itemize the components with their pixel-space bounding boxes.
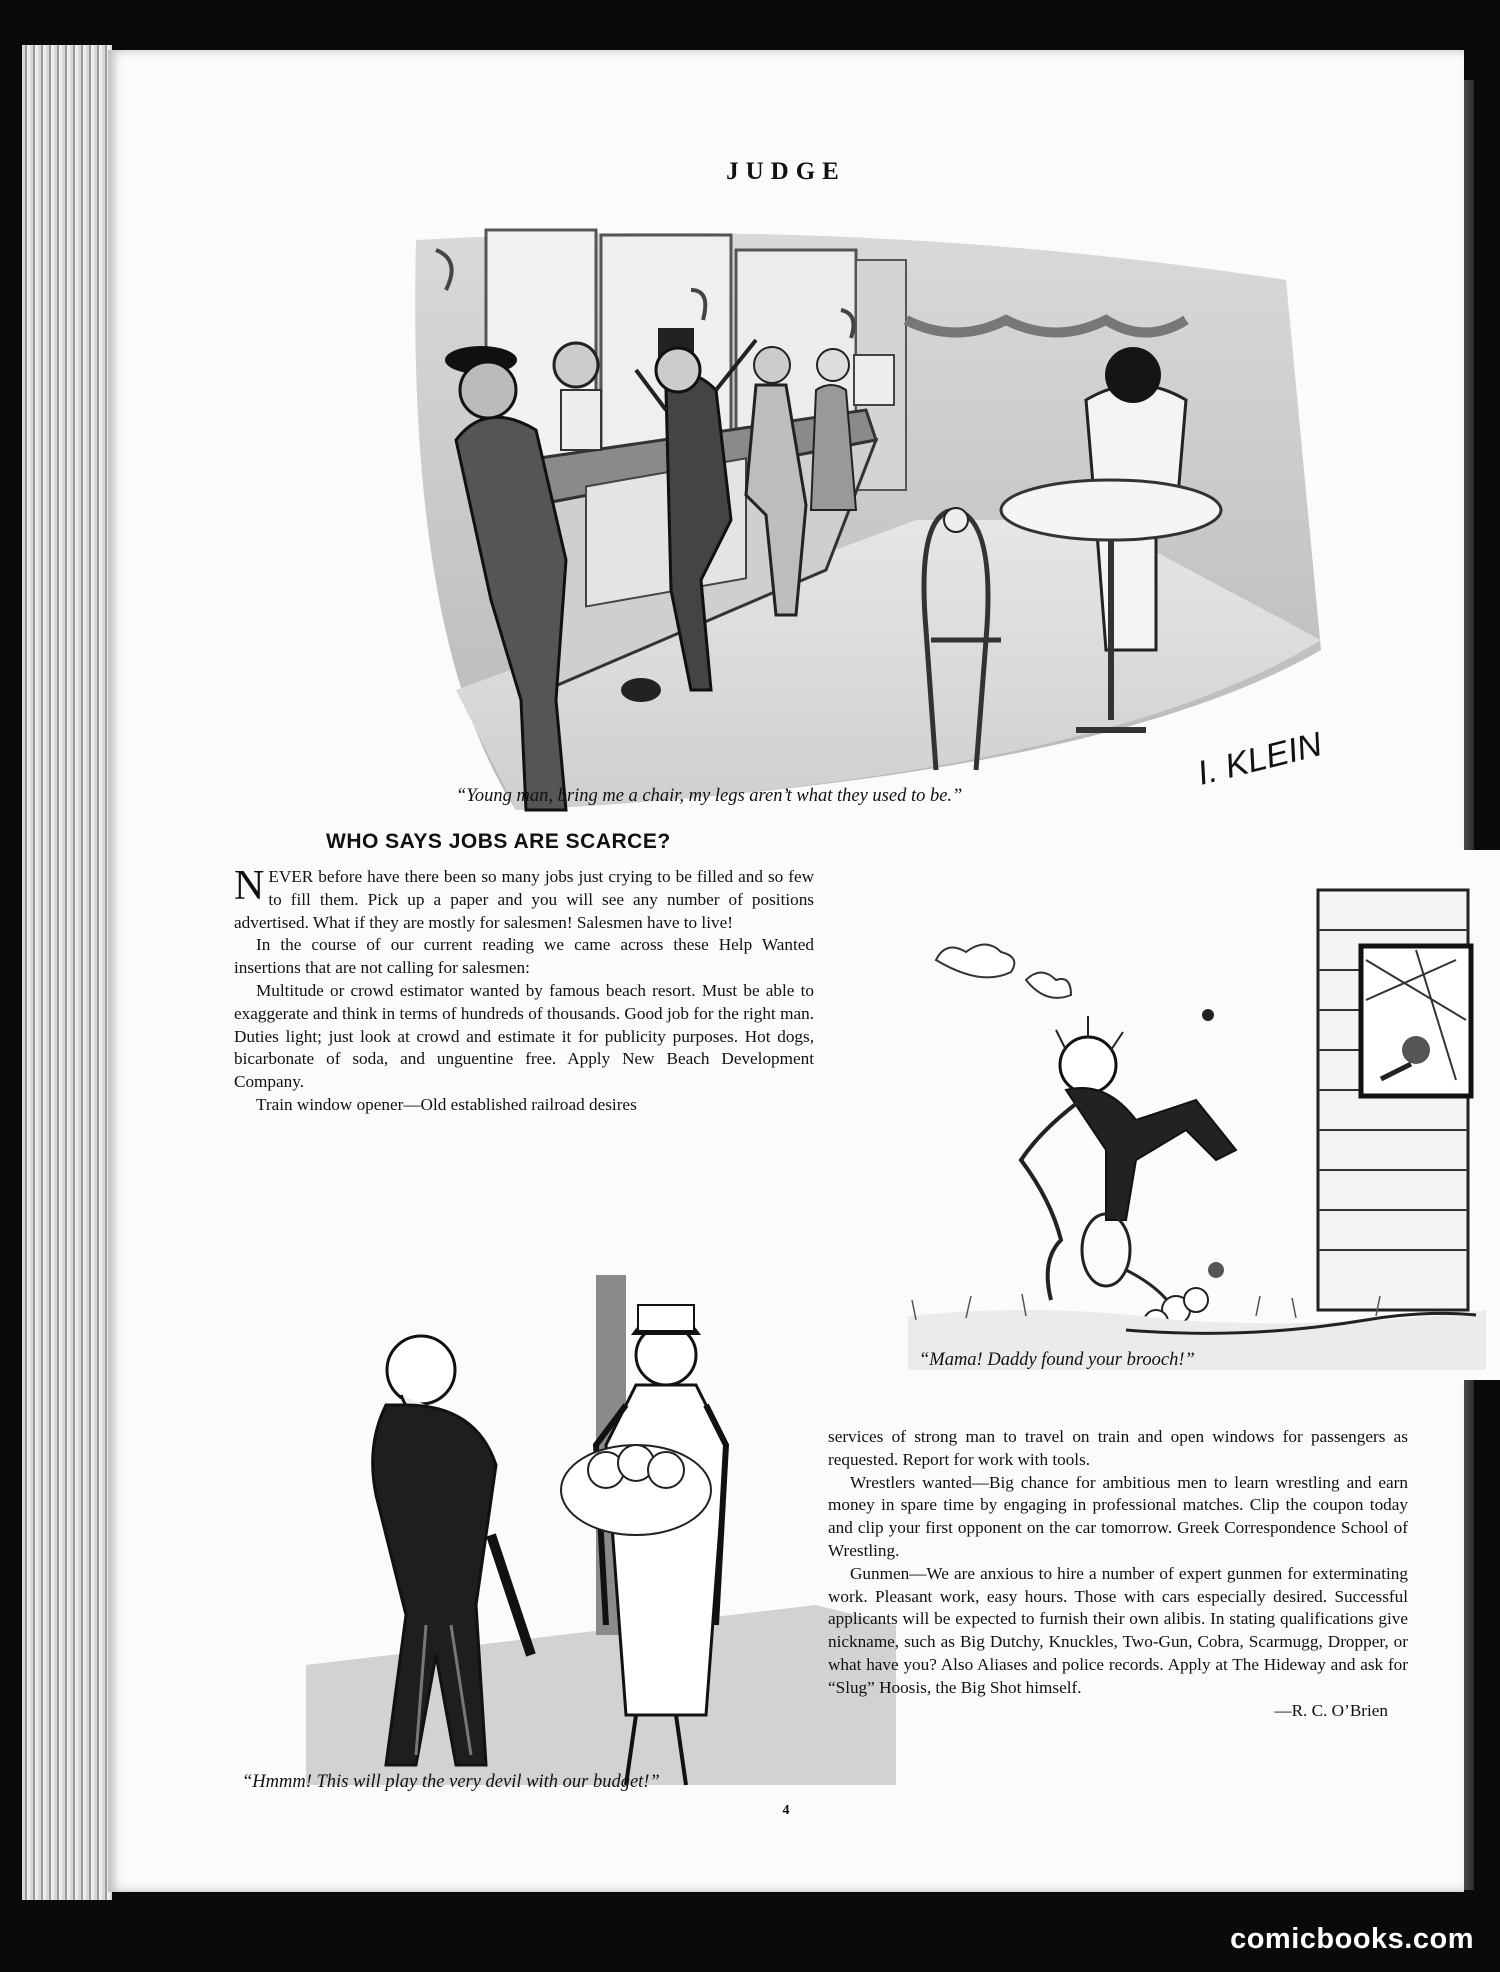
article-column-right [828, 1426, 1408, 1722]
budget-cartoon-caption: “Hmmm! This will play the very devil with our budget!” [242, 1772, 660, 1792]
budget-cartoon [276, 1245, 908, 1811]
article-paragraph-6: Gunmen—We are anxious to hire a number of expert gunmen for exterminating work. Pleasant work, easy hours. Those with cars especially desired. Successful applicants will be expected to furnish their own alibis. In stating qualifications give nickname, such as Big Dutchy, Knuckles, Two-Gun, Cobra, Scarmugg, Dropper, or what have you? Also Aliases and police records. Apply at The Hideway and ask for “Slug” Hoosis, the Big Shot himself. [828, 1563, 1408, 1697]
article-first-word: EVER [268, 867, 314, 886]
bar-cartoon-signature: I. KLEIN [1193, 725, 1326, 793]
site-watermark: comicbooks.com [1230, 1923, 1474, 1955]
article-column-left [234, 863, 814, 1117]
article-paragraph-2: In the course of our current reading we came across these Help Wanted insertions that are not calling for salesmen: [234, 935, 814, 978]
article-paragraph-4-end: services of strong man to travel on train and open windows for passengers as requested. Report for work with tools. [828, 1427, 1408, 1469]
article-signature: —R. C. O’Brien [1274, 1700, 1388, 1720]
budget-cartoon-drawing [276, 1245, 908, 1811]
article-paragraph-4-start: Train window opener—Old established railroad desires [256, 1094, 637, 1114]
brooch-cartoon-drawing [856, 850, 1500, 1380]
article-paragraph-3: Multitude or crowd estimator wanted by famous beach resort. Must be able to exaggerate and think in terms of hundreds of thousands. Good job for the right man. Duties light; just look at crowd and estimate it for publicity purposes. Hot dogs, bicarbonate of soda, and unguentine free. Apply New Beach Development Company. [234, 980, 814, 1092]
page-stack-edge [22, 45, 112, 1900]
article-paragraph-1-text: before have there been so many jobs just crying to be filled and so few to fill them. Pick up a paper and you will see any number of positions advertised. What if they are mostly for salesmen! Salesmen have to live! [234, 867, 814, 932]
brooch-cartoon [856, 850, 1500, 1380]
bar-cartoon-caption: “Young man, bring me a chair, my legs aren’t what they used to be.” [456, 786, 963, 806]
article-paragraph-5: Wrestlers wanted—Big chance for ambitious men to learn wrestling and earn money in spare time by engaging in professional matches. Clip the coupon today and clip your first opponent on the car tomorrow. Greek Correspondence School of Wrestling. [828, 1472, 1408, 1560]
bar-cartoon [396, 220, 1344, 815]
article-drop-cap: N [234, 863, 265, 909]
masthead: JUDGE [726, 158, 846, 185]
brooch-cartoon-caption: “Mama! Daddy found your brooch!” [919, 1350, 1195, 1370]
page-number: 4 [782, 1803, 790, 1818]
article-paragraph-1 [234, 863, 814, 934]
bar-cartoon-drawing [396, 220, 1344, 815]
article-title: WHO SAYS JOBS ARE SCARCE? [326, 830, 671, 853]
magazine-page [108, 50, 1464, 1892]
